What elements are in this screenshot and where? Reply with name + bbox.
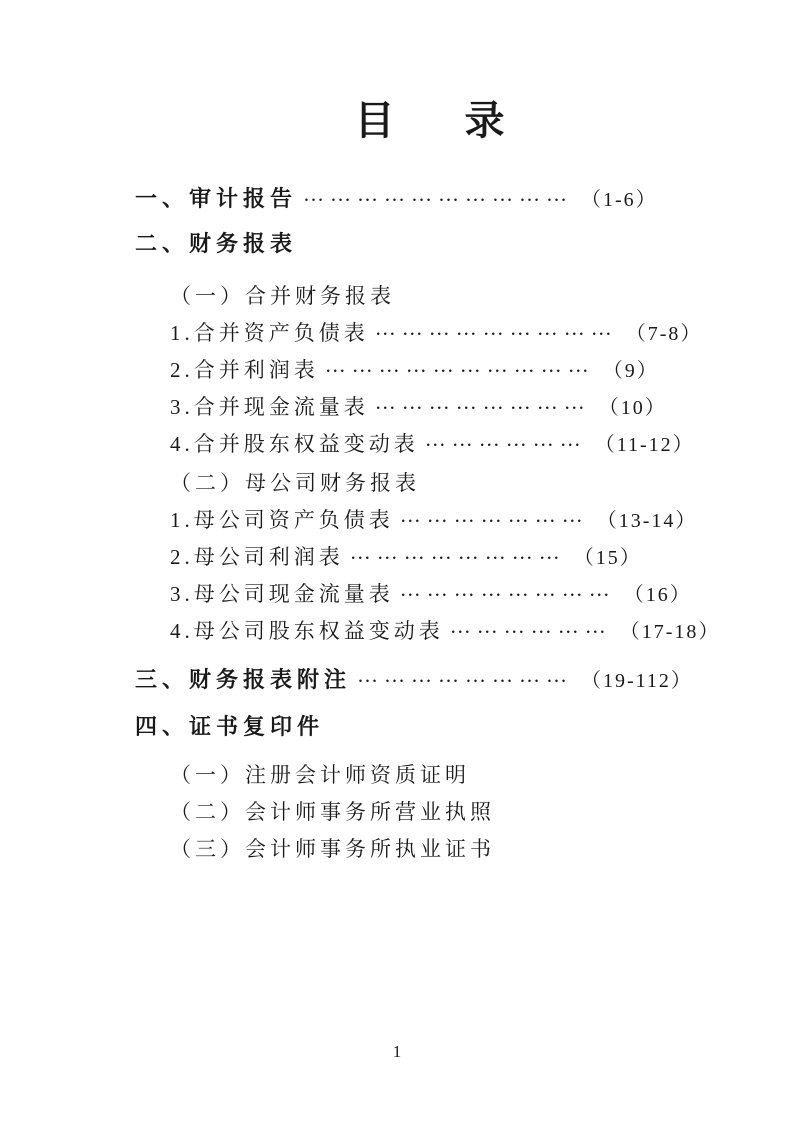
toc-dot-leader: ……………… xyxy=(449,614,612,638)
toc-entry-cpa-qualification xyxy=(135,757,714,794)
toc-entry-notes-to-statements xyxy=(135,661,714,698)
toc-entry-page: （10） xyxy=(598,397,667,419)
toc-entry-label: （一）注册会计师资质证明 xyxy=(170,763,470,787)
toc-entry-label: 2.合并利润表 xyxy=(170,358,319,382)
toc-dot-leader: ………………………… xyxy=(324,353,595,377)
toc-entry-label: 四、证书复印件 xyxy=(135,714,325,739)
toc-entry-certificate-copies xyxy=(135,708,714,745)
toc-dot-leader: …………………… xyxy=(349,540,566,564)
toc-dot-leader: ……………… xyxy=(424,427,587,451)
toc-entry-label: 1.母公司资产负债表 xyxy=(170,508,394,532)
page-title: 目 录 xyxy=(354,98,535,143)
toc-entry-page: （9） xyxy=(602,360,659,382)
toc-dot-leader: ………………………… xyxy=(303,182,574,206)
toc-entry-parent-equity-changes xyxy=(135,613,721,650)
toc-entry-label: （一）合并财务报表 xyxy=(170,284,395,308)
toc-dot-leader: …………………… xyxy=(399,577,616,601)
toc-entry-parent-cash-flow xyxy=(135,576,714,613)
toc-entry-consolidated-income-statement xyxy=(135,352,714,389)
toc-entry-page: （11-12） xyxy=(594,434,695,456)
toc-entry-label: （三）会计师事务所执业证书 xyxy=(170,837,495,861)
toc-dot-leader: ………………… xyxy=(399,503,589,527)
toc-entry-page: （7-8） xyxy=(625,323,703,345)
toc-entry-label: 2.母公司利润表 xyxy=(170,545,344,569)
toc-entry-page: （13-14） xyxy=(596,510,698,532)
toc-entry-parent-income-statement xyxy=(135,539,714,576)
toc-entry-page: （1-6） xyxy=(581,189,658,211)
toc-entry-firm-practice-certificate xyxy=(135,831,714,868)
toc-dot-leader: …………………… xyxy=(357,663,574,687)
toc-entry-page: （16） xyxy=(623,584,692,606)
toc-entry-label: 3.母公司现金流量表 xyxy=(170,582,394,606)
toc-entry-label: 三、财务报表附注 xyxy=(135,667,352,692)
toc-entry-consolidated-statements xyxy=(135,278,714,315)
toc-entry-consolidated-balance-sheet xyxy=(135,315,714,352)
toc-entry-label: （二）母公司财务报表 xyxy=(170,471,420,495)
toc-entry-label: 二、财务报表 xyxy=(135,231,298,256)
toc-entry-label: 1.合并资产负债表 xyxy=(170,321,369,345)
toc-entry-firm-business-license xyxy=(135,794,714,831)
toc-entry-label: 4.合并股东权益变动表 xyxy=(170,432,419,456)
toc-entry-page: （15） xyxy=(573,547,642,569)
toc-entry-financial-statements xyxy=(135,225,714,262)
toc-entry-label: （二）会计师事务所营业执照 xyxy=(170,800,495,824)
toc-entry-page: （19-112） xyxy=(581,670,693,692)
toc-entry-label: 4.母公司股东权益变动表 xyxy=(170,619,444,643)
toc-entry-page: （17-18） xyxy=(619,621,721,643)
toc-entry-parent-statements xyxy=(135,465,714,502)
toc-dot-leader: …………………… xyxy=(374,390,591,414)
table-of-contents xyxy=(135,180,721,868)
toc-entry-consolidated-cash-flow xyxy=(135,389,714,426)
page-number: 1 xyxy=(392,1042,402,1061)
toc-entry-parent-balance-sheet xyxy=(135,502,714,539)
toc-entry-label: 3.合并现金流量表 xyxy=(170,395,369,419)
toc-dot-leader: ……………………… xyxy=(374,316,618,340)
toc-entry-label: 一、审计报告 xyxy=(135,186,298,211)
toc-entry-consolidated-equity-changes xyxy=(135,426,714,463)
toc-entry-audit-report xyxy=(135,180,714,217)
